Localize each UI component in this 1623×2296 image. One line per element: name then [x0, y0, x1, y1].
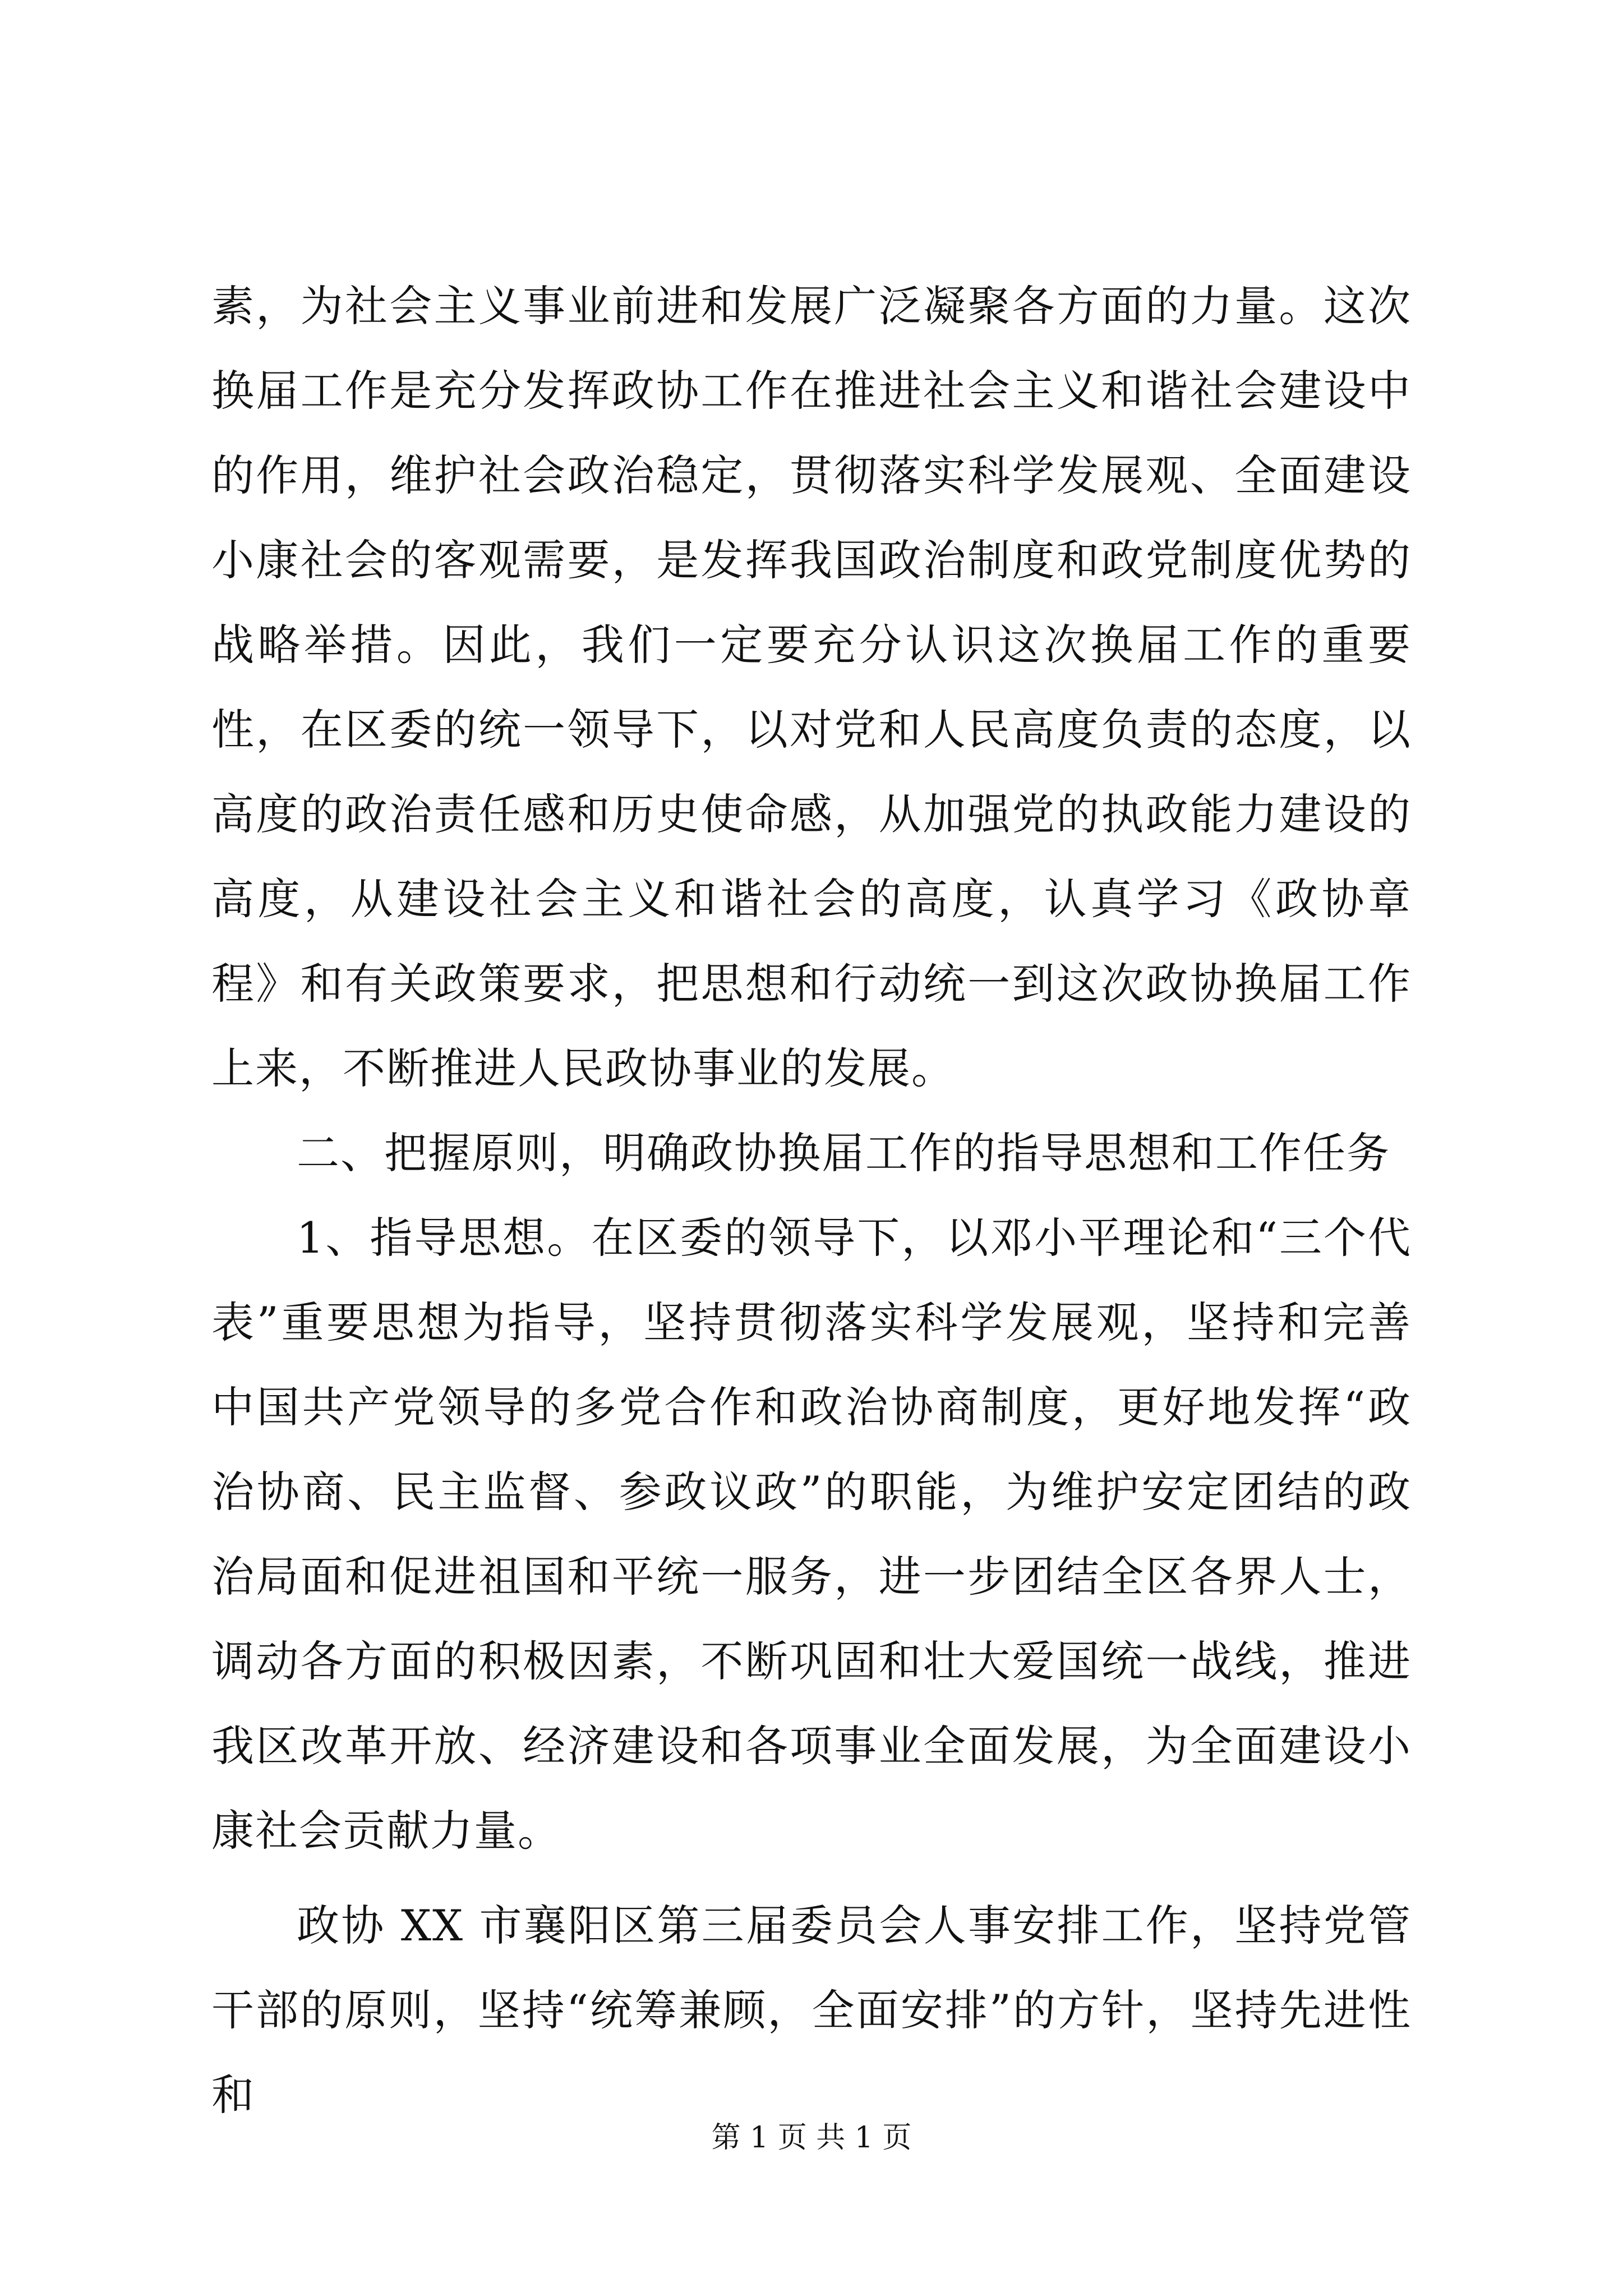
paragraph-personnel-arrangement: 政协 XX 市襄阳区第三届委员会人事安排工作，坚持党管干部的原则，坚持“统筹兼顾，全面安排”的方针，坚持先进性和	[211, 1901, 1412, 2120]
document-body	[211, 264, 1412, 2137]
paragraph-gap	[211, 1873, 1412, 1883]
paragraph-continued: 素，为社会主义事业前进和发展广泛凝聚各方面的力量。这次换届工作是充分发挥政协工作在推进社会主义和谐社会建设中的作用，维护社会政治稳定，贯彻落实科学发展观、全面建设小康社会的客观需要，是发挥我国政治制度和政党制度优势的战略举措。因此，我们一定要充分认识这次换届工作的重要性，在区委的统一领导下，以对党和人民高度负责的态度，以高度的政治责任感和历史使命感，从加强党的执政能力建设的高度，从建设社会主义和谐社会的高度，认真学习《政协章程》和有关政策要求，把思想和行动统一到这次政协换届工作上来，不断推进人民政协事业的发展。	[211, 281, 1412, 1093]
page-footer: 第 1 页 共 1 页	[711, 2121, 912, 2155]
paragraph-guiding-ideology: 1、指导思想。在区委的领导下，以邓小平理论和“三个代表”重要思想为指导，坚持贯彻落实科学发展观，坚持和完善中国共产党领导的多党合作和政治协商制度，更好地发挥“政治协商、民主监督、参政议政”的职能，为维护安定团结的政治局面和促进祖国和平统一服务，进一步团结全区各界人士，调动各方面的积极因素，不断巩固和壮大爱国统一战线，推进我区改革开放、经济建设和各项事业全面发展，为全面建设小康社会贡献力量。	[211, 1213, 1412, 1856]
section-heading-two: 二、把握原则，明确政协换届工作的指导思想和工作任务	[297, 1128, 1390, 1178]
